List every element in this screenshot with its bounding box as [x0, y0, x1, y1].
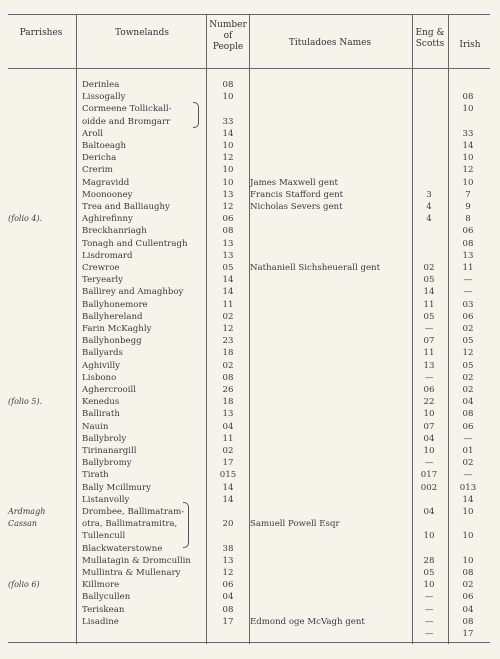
cell-irish: 17	[462, 629, 474, 639]
cell-eng: —	[424, 324, 434, 334]
header-townlands: Townelands	[115, 28, 169, 38]
cell-irish: 04	[462, 397, 474, 408]
cell-irish: 02	[462, 458, 474, 469]
cell-town: Moonooney	[82, 189, 133, 200]
cell-town: otra, Ballimatramitra,	[82, 519, 178, 530]
cell-irish: —	[463, 275, 473, 286]
cell-eng: 22	[423, 397, 435, 408]
cell-num: 08	[222, 604, 234, 615]
cell-eng: —	[424, 592, 434, 603]
cell-irish: 10	[462, 531, 474, 542]
cell-town: Ballyhereland	[82, 311, 143, 322]
cell-town: Breckhanriagh	[82, 226, 147, 237]
cell-parish: (folio 4).	[8, 214, 43, 224]
cell-num: 13	[222, 238, 234, 249]
cell-num: 12	[222, 324, 234, 334]
cell-town: Aghivilly	[82, 360, 120, 371]
cell-town: Cormeene Tollickall-	[82, 104, 172, 115]
cell-eng: —	[424, 372, 434, 383]
cell-town: Tirath	[82, 470, 109, 481]
cell-irish: —	[463, 470, 473, 481]
cell-town: Bally Mcillmury	[82, 482, 152, 493]
cell-town: Ballyhonbegg	[82, 336, 142, 347]
cell-irish: 8	[465, 214, 471, 225]
cell-town: Teryearly	[82, 275, 124, 286]
cell-num: 13	[222, 250, 234, 261]
cell-irish: 06	[462, 311, 474, 322]
cell-tit: Samuell Powell Esqr	[250, 519, 340, 530]
cell-num: 17	[222, 458, 234, 469]
cell-town: Mullintra & Mullenary	[82, 568, 181, 578]
cell-eng: 05	[423, 311, 435, 322]
cell-irish: 9	[465, 202, 471, 212]
cell-num: 12	[222, 202, 234, 212]
cell-town: Tonagh and Cullentragh	[82, 238, 188, 249]
cell-eng: 10	[423, 531, 435, 542]
cell-irish: 13	[462, 250, 474, 261]
brace	[193, 102, 199, 128]
cell-num: 13	[222, 409, 234, 420]
cell-irish: 10	[462, 555, 474, 566]
cell-irish: 03	[462, 299, 474, 310]
cell-num: 20	[222, 519, 234, 530]
cell-town: Drombee, Ballimatram-	[82, 507, 185, 517]
cell-eng: 05	[423, 568, 435, 578]
cell-eng: —	[424, 616, 434, 627]
cell-num: 06	[222, 580, 234, 591]
cell-irish: 08	[462, 92, 474, 103]
cell-irish: 05	[462, 360, 474, 371]
cell-irish: 06	[462, 226, 474, 237]
cell-irish: 02	[462, 385, 474, 395]
cell-irish: 14	[462, 141, 474, 151]
cell-num: 12	[222, 153, 234, 164]
cell-num: 04	[222, 421, 234, 432]
cell-num: 08	[222, 226, 234, 237]
cell-num: 05	[222, 263, 234, 273]
cell-parish: Ardmagh	[8, 507, 46, 516]
cell-town: Magravidd	[82, 177, 130, 188]
cell-num: 17	[222, 616, 234, 627]
cell-num: 11	[222, 433, 234, 444]
cell-eng: 4	[426, 202, 432, 212]
cell-num: 18	[222, 397, 234, 408]
cell-eng: 3	[426, 189, 432, 200]
header-irish: Irish	[459, 40, 481, 50]
cell-town: Derinlea	[82, 80, 120, 90]
header-number-of-people: Number of People	[209, 20, 247, 52]
header-eng-scotts: Eng & Scotts	[415, 28, 445, 49]
cell-town: Nauin	[82, 421, 109, 432]
cell-town: Ballybroly	[82, 433, 127, 444]
cell-parish: (folio 6)	[8, 580, 40, 590]
cell-num: 33	[222, 116, 234, 127]
cell-tit: Nicholas Severs gent	[250, 202, 343, 212]
cell-num: 10	[222, 177, 234, 188]
cell-irish: 04	[462, 604, 474, 615]
cell-irish: 02	[462, 324, 474, 334]
cell-irish: 06	[462, 421, 474, 432]
cell-town: Tullencull	[82, 531, 126, 542]
cell-town: Lisadine	[82, 616, 119, 627]
cell-town: Listanvolly	[82, 494, 130, 505]
cell-town: Lissogally	[82, 92, 126, 103]
cell-irish: 02	[462, 580, 474, 591]
cell-town: Aghirefinny	[82, 214, 133, 225]
cell-town: Dericha	[82, 153, 117, 164]
cell-eng: 10	[423, 446, 435, 456]
cell-eng: 07	[423, 336, 435, 347]
cell-irish: 013	[459, 482, 477, 493]
cell-irish: 06	[462, 592, 474, 603]
cell-town: Farin McKaghly	[82, 324, 152, 334]
cell-num: 10	[222, 141, 234, 151]
cell-irish: 14	[462, 494, 474, 505]
cell-parish: (folio 5).	[8, 397, 43, 407]
cell-eng: —	[424, 604, 434, 615]
cell-town: Baltoeagh	[82, 141, 127, 151]
cell-irish: 01	[462, 446, 474, 456]
cell-town: oidde and Bromgarr	[82, 116, 171, 127]
cell-num: 10	[222, 92, 234, 103]
cell-tit: Edmond oge McVagh gent	[250, 616, 365, 627]
cell-eng: 002	[420, 482, 438, 493]
cell-eng: 11	[423, 348, 435, 359]
cell-num: 14	[222, 287, 234, 298]
cell-irish: 33	[462, 128, 474, 139]
cell-irish: 12	[462, 165, 474, 176]
cell-town: Ballybromy	[82, 458, 132, 469]
cell-eng: 4	[426, 214, 432, 225]
cell-town: Mullatagin & Dromcullin	[82, 555, 191, 566]
cell-town: Ballirath	[82, 409, 120, 420]
cell-town: Lisdromard	[82, 250, 133, 261]
cell-irish: 02	[462, 372, 474, 383]
cell-parish: Cassan	[8, 519, 38, 529]
cell-eng: —	[424, 629, 434, 639]
cell-eng: —	[424, 458, 434, 469]
cell-num: 13	[222, 189, 234, 200]
cell-num: 13	[222, 555, 234, 566]
cell-town: Ballyards	[82, 348, 123, 359]
cell-irish: 7	[465, 189, 471, 200]
cell-num: 08	[222, 372, 234, 383]
cell-irish: 11	[462, 263, 474, 273]
cell-eng: 017	[420, 470, 438, 481]
cell-eng: 14	[423, 287, 435, 298]
cell-town: Aroll	[82, 128, 103, 139]
cell-town: Ballycullen	[82, 592, 131, 603]
cell-town: Tirinanargill	[82, 446, 137, 456]
cell-irish: 08	[462, 409, 474, 420]
cell-town: Kenedus	[82, 397, 120, 408]
cell-irish: 10	[462, 104, 474, 115]
cell-eng: 10	[423, 580, 435, 591]
cell-town: Ballyhonemore	[82, 299, 148, 310]
cell-irish: 08	[462, 238, 474, 249]
cell-irish: 10	[462, 177, 474, 188]
cell-num: 23	[222, 336, 234, 347]
cell-tit: James Maxwell gent	[250, 177, 338, 188]
cell-eng: 28	[423, 555, 435, 566]
cell-num: 26	[222, 385, 234, 395]
cell-town: Killmore	[82, 580, 120, 591]
header-tituladoes: Tituladoes Names	[288, 38, 372, 48]
cell-num: 12	[222, 568, 234, 578]
cell-eng: 11	[423, 299, 435, 310]
cell-irish: —	[463, 287, 473, 298]
cell-num: 02	[222, 360, 234, 371]
cell-town: Trea and Balliaughy	[82, 202, 170, 212]
cell-num: 10	[222, 165, 234, 176]
cell-irish: 05	[462, 336, 474, 347]
cell-num: 02	[222, 311, 234, 322]
brace	[183, 502, 189, 548]
cell-irish: 10	[462, 507, 474, 517]
cell-num: 18	[222, 348, 234, 359]
cell-num: 14	[222, 494, 234, 505]
header-parishes: Parrishes	[19, 28, 63, 38]
cell-num: 11	[222, 299, 234, 310]
cell-eng: 13	[423, 360, 435, 371]
cell-eng: 04	[423, 433, 435, 444]
cell-irish: —	[463, 433, 473, 444]
cell-eng: 05	[423, 275, 435, 286]
cell-eng: 06	[423, 385, 435, 395]
cell-num: 14	[222, 275, 234, 286]
cell-num: 08	[222, 80, 234, 90]
cell-num: 02	[222, 446, 234, 456]
cell-num: 14	[222, 482, 234, 493]
cell-eng: 10	[423, 409, 435, 420]
cell-eng: 07	[423, 421, 435, 432]
cell-irish: 12	[462, 348, 474, 359]
cell-town: Lisbono	[82, 372, 117, 383]
cell-eng: 02	[423, 263, 435, 273]
cell-town: Ballirey and Amaghboy	[82, 287, 184, 298]
cell-town: Blackwaterstowne	[82, 543, 163, 554]
cell-town: Crerim	[82, 165, 113, 176]
cell-tit: Francis Stafford gent	[250, 189, 344, 200]
cell-irish: 08	[462, 616, 474, 627]
cell-town: Crewroe	[82, 263, 120, 273]
table-row	[0, 627, 500, 641]
cell-eng: 04	[423, 507, 435, 517]
cell-town: Teriskean	[82, 604, 125, 615]
cell-num: 06	[222, 214, 234, 225]
cell-tit: Nathaniell Sichsheuerall gent	[250, 263, 381, 273]
cell-town: Aghercrooill	[82, 385, 136, 395]
cell-num: 015	[219, 470, 237, 481]
cell-num: 38	[222, 543, 234, 554]
cell-irish: 08	[462, 568, 474, 578]
cell-num: 14	[222, 128, 234, 139]
cell-irish: 10	[462, 153, 474, 164]
cell-num: 04	[222, 592, 234, 603]
